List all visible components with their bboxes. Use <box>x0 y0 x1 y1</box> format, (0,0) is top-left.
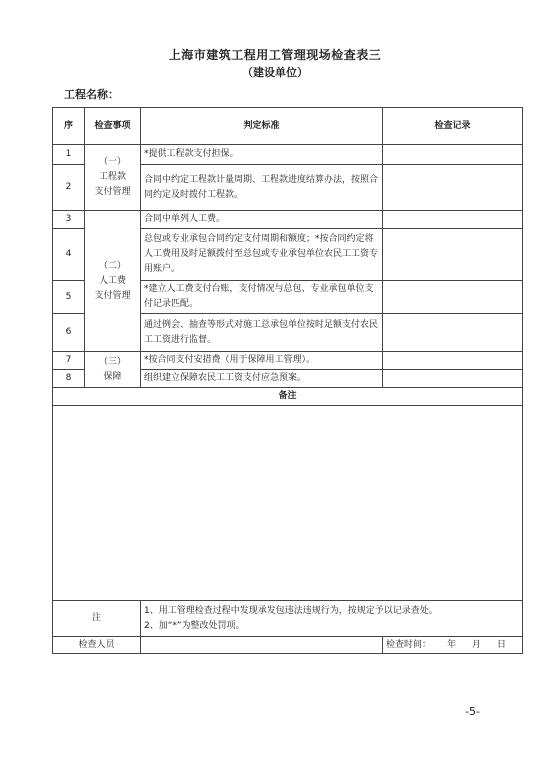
header-record: 检查记录 <box>383 108 523 145</box>
standard-text: 通过例会、抽查等形式对施工总承包单位按时足额支付农民工工资进行监督。 <box>141 314 383 352</box>
row-number: 2 <box>53 165 85 211</box>
standard-text: 合同中约定工程款计量周期、工程款进度结算办法，按照合同约定及时拨付工程款。 <box>141 165 383 211</box>
page-title: 上海市建筑工程用工管理现场检查表三 <box>168 48 382 62</box>
time-label: 检查时间： <box>386 639 432 650</box>
page-subtitle: （建设单位） <box>242 66 308 79</box>
remarks-header-row <box>53 388 523 406</box>
row-number: 1 <box>53 145 85 165</box>
year-label: 年 <box>447 639 457 650</box>
standard-text: 组织建立保障农民工工资支付应急预案。 <box>141 370 383 388</box>
notes-text <box>141 601 523 637</box>
record-cell[interactable] <box>383 281 523 314</box>
inspection-time[interactable] <box>383 637 523 654</box>
table-row <box>53 211 523 229</box>
record-cell[interactable] <box>383 370 523 388</box>
category-labor-cost <box>85 211 141 352</box>
day-label: 日 <box>497 639 507 650</box>
row-number: 4 <box>53 229 85 281</box>
page-footer <box>0 705 550 718</box>
inspector-field[interactable] <box>141 637 383 654</box>
header-seq: 序 <box>53 108 85 145</box>
month-label: 月 <box>472 639 482 650</box>
header-row <box>53 108 523 145</box>
row-number: 7 <box>53 352 85 370</box>
record-cell[interactable] <box>383 352 523 370</box>
inspector-label: 检查人员 <box>53 637 141 654</box>
category-line: 工程款 <box>98 172 126 182</box>
category-guarantee <box>85 352 141 388</box>
category-line: 保障 <box>103 371 122 382</box>
notes-row <box>53 601 523 637</box>
remarks-row <box>53 406 523 601</box>
record-cell[interactable] <box>383 211 523 229</box>
row-number: 3 <box>53 211 85 229</box>
header-item: 检查事项 <box>85 108 141 145</box>
table-row <box>53 145 523 165</box>
record-cell[interactable] <box>383 165 523 211</box>
standard-text: *提供工程款支付担保。 <box>141 145 383 165</box>
table-row <box>53 352 523 370</box>
row-number: 6 <box>53 314 85 352</box>
category-line: 支付管理 <box>94 187 131 197</box>
record-cell[interactable] <box>383 314 523 352</box>
project-name-label: 工程名称： <box>64 88 119 101</box>
note-item: 2、加“*”为整改处罚项。 <box>144 620 245 631</box>
standard-text: *建立人工费支付台账，支付情况与总包、专业承包单位支付记录匹配。 <box>141 281 383 314</box>
category-line: 支付管理 <box>94 290 131 301</box>
inspection-table <box>52 107 523 654</box>
signature-row <box>53 637 523 654</box>
remarks-label: 备注 <box>53 388 523 406</box>
standard-text: *按合同支付安措费（用于保障用工管理）。 <box>141 352 383 370</box>
standard-text: 总包或专业承包合同约定支付周期和额度；*按合同约定将人工费用及时足额拨付至总包或专业承包单位农民工工资专用账户。 <box>141 229 383 281</box>
page-number: -5- <box>465 705 480 718</box>
row-number: 8 <box>53 370 85 388</box>
category-line: （二） <box>98 260 126 271</box>
category-line: （一） <box>98 157 126 167</box>
record-cell[interactable] <box>383 145 523 165</box>
header-standard: 判定标准 <box>141 108 383 145</box>
category-line: 人工费 <box>98 275 126 286</box>
row-number: 5 <box>53 281 85 314</box>
remarks-area[interactable] <box>53 406 523 601</box>
category-payment <box>85 145 141 211</box>
record-cell[interactable] <box>383 229 523 281</box>
note-item: 1、用工管理检查过程中发现承发包违法违规行为，按规定予以记录查处。 <box>144 605 438 616</box>
standard-text: 合同中单列人工费。 <box>141 211 383 229</box>
category-line: （三） <box>98 356 126 367</box>
notes-label: 注 <box>53 601 141 637</box>
